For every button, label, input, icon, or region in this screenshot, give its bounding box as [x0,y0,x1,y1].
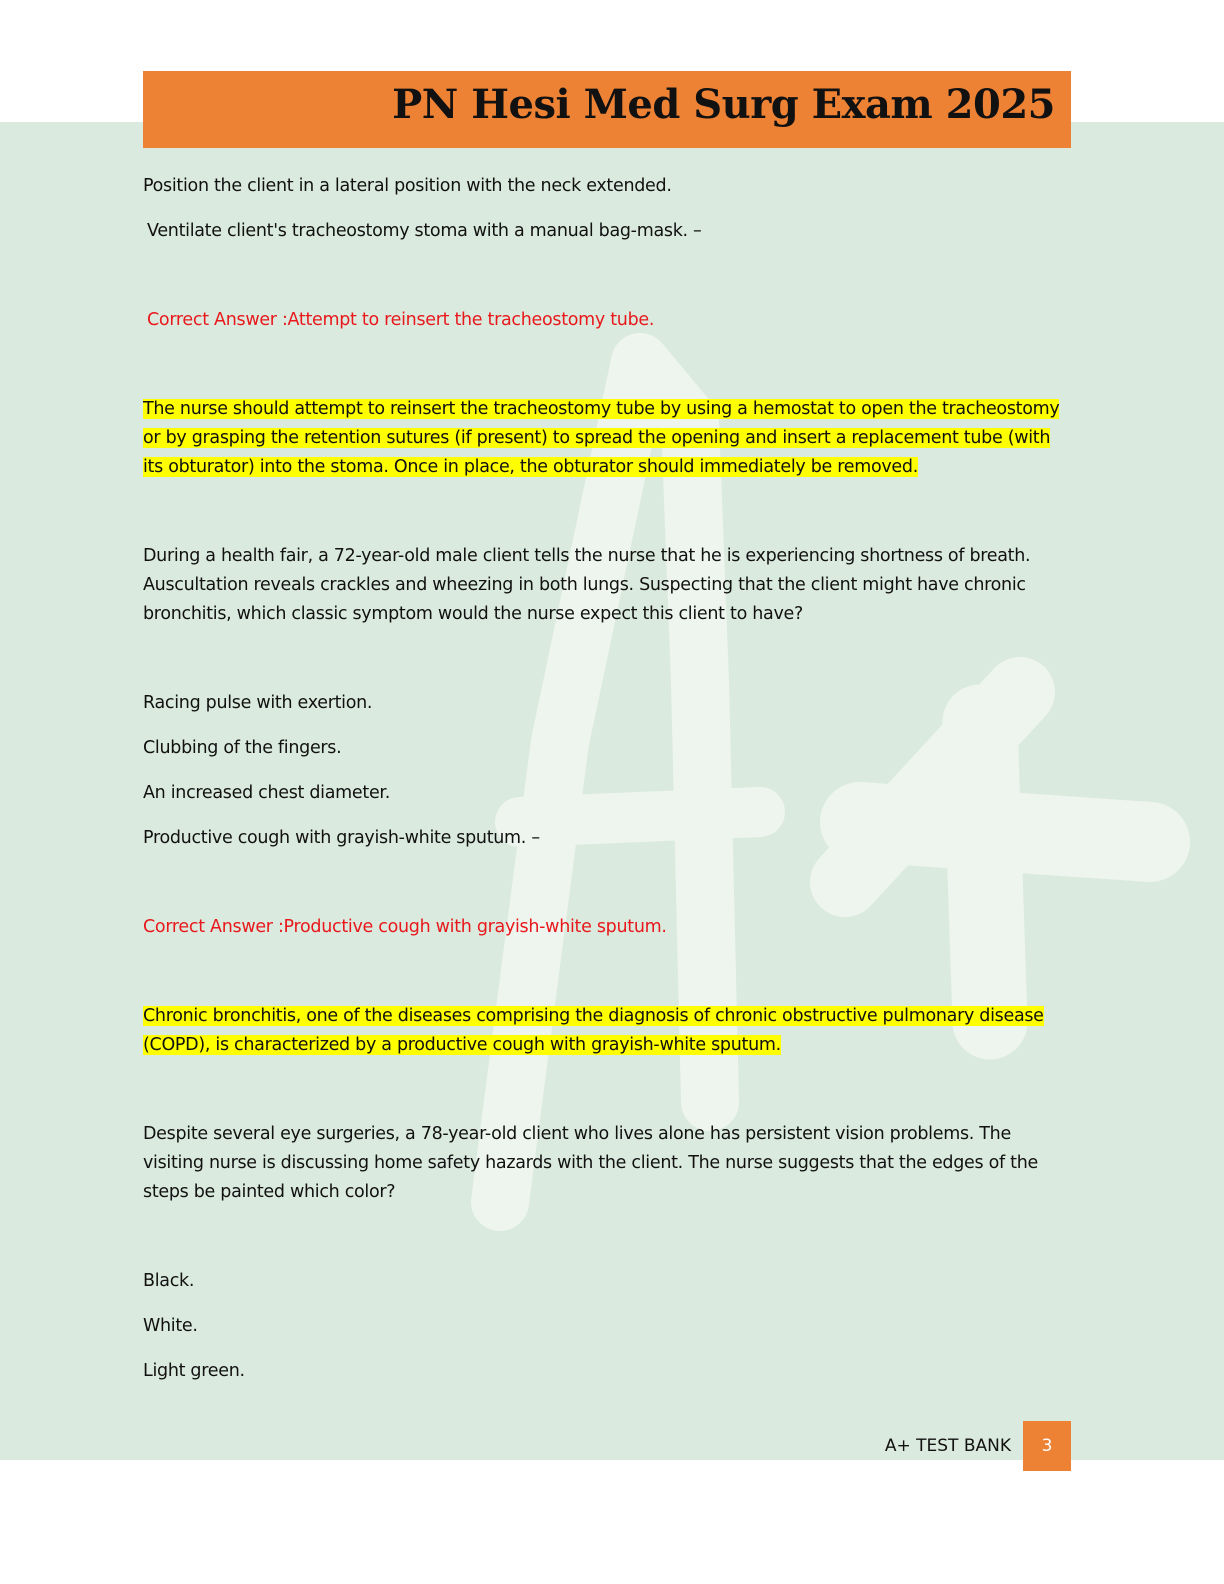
rationale-text: Chronic bronchitis, one of the diseases comprising the diagnosis of chronic obstructive pulmonary disease (COPD), is characterized by a productive cough with grayish-white sputum. [143,1006,1044,1055]
answer-option: An increased chest diameter. [143,783,390,803]
page-title: PN Hesi Med Surg Exam 2025 [392,81,1055,128]
answer-option: Ventilate client's tracheostomy stoma with a manual bag-mask. – [147,221,702,241]
page-number: 3 [1023,1421,1071,1471]
footer-label: A+ TEST BANK [884,1436,1011,1456]
answer-option: Clubbing of the fingers. [143,738,342,758]
rationale-text: The nurse should attempt to reinsert the tracheostomy tube by using a hemostat to open the tracheostomy or by grasping the retention sutures (if present) to spread the opening and insert a replacement tube (with its obturator) into the stoma. Once in place, the obturator should immediately be removed. [143,399,1060,477]
rationale [143,395,1071,482]
document-body [143,172,1071,1386]
rationale [143,1002,1071,1060]
correct-answer: Correct Answer :Productive cough with grayish-white sputum. [143,917,667,937]
answer-option: Position the client in a lateral position with the neck extended. [143,176,672,196]
page-footer [885,1421,1071,1471]
answer-option: Productive cough with grayish-white sputum. – [143,828,540,848]
header-bar [143,71,1071,148]
answer-option: White. [143,1316,198,1336]
answer-option: Black. [143,1271,195,1291]
question-text: Despite several eye surgeries, a 78-year-old client who lives alone has persistent vision problems. The visiting nurse is discussing home safety hazards with the client. The nurse suggests that the edges of the steps be painted which color? [143,1124,1038,1202]
question-text: During a health fair, a 72-year-old male client tells the nurse that he is experiencing shortness of breath. Auscultation reveals crackles and wheezing in both lungs. Suspecting that the client might have chronic bronchitis, which classic symptom would the nurse expect this client to have? [143,546,1031,624]
correct-answer: Correct Answer :Attempt to reinsert the tracheostomy tube. [147,310,655,330]
answer-option: Racing pulse with exertion. [143,693,373,713]
answer-option: Light green. [143,1361,245,1381]
